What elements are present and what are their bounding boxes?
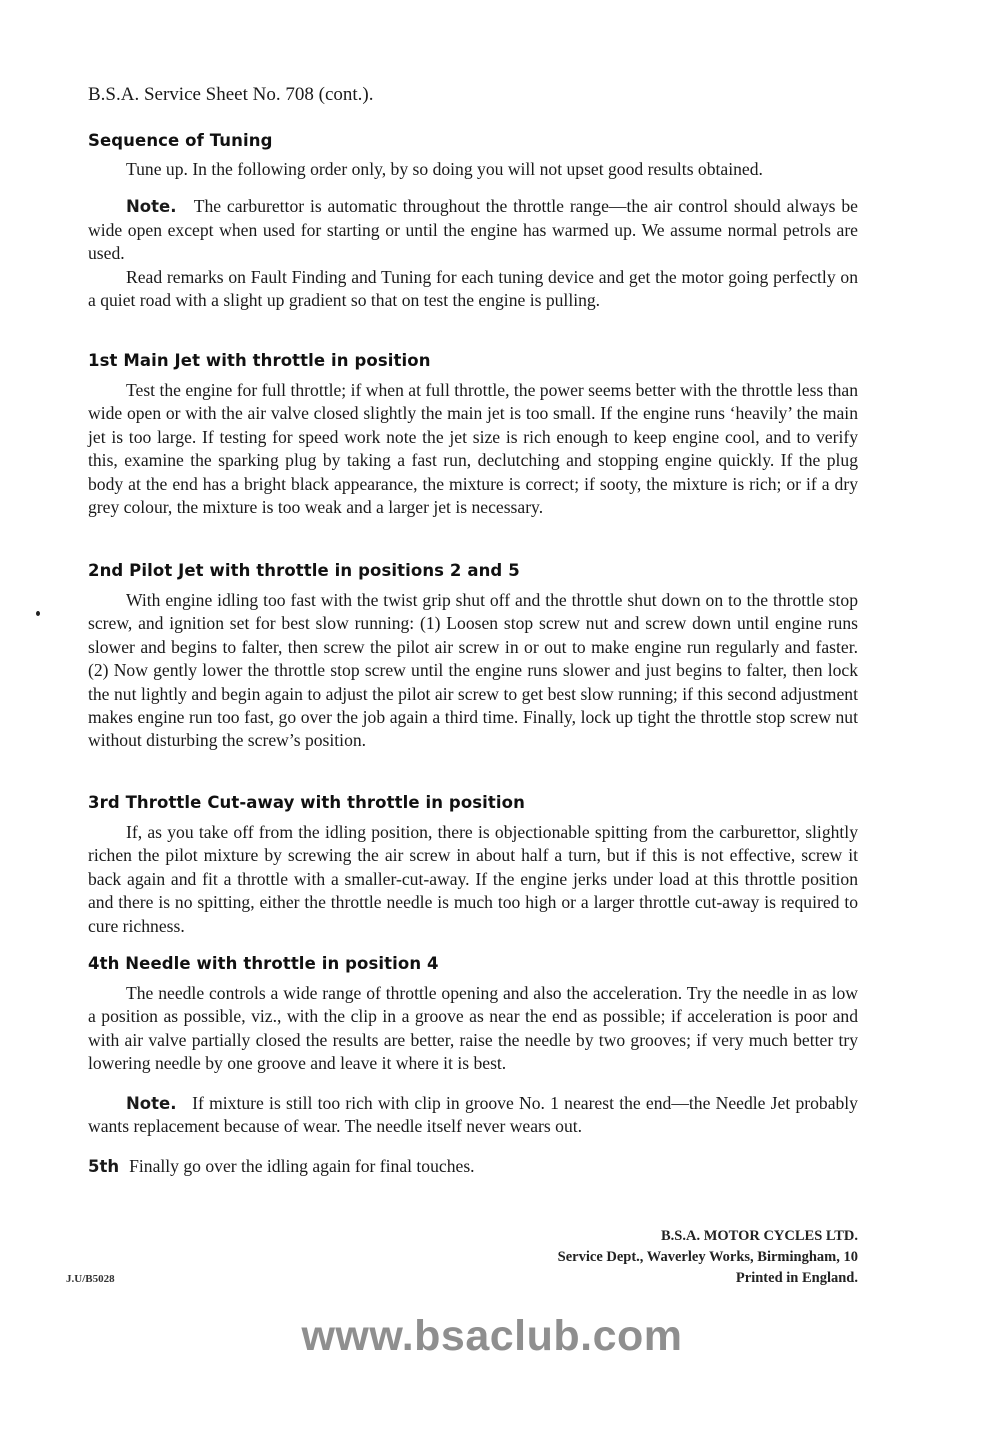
cutaway-text: If, as you take off from the idling position, there is objectionable spitting from the carburettor, slightly richen the pilot mixture by screwing the air screw in about half a turn, but if this is not effective, screw it back again and fit a throttle with a smaller-cut-away. If the engine jerks under load at this throttle position and there is no spitting, either the throttle needle is much too high or a larger throttle cut-away is required to cure richness. xyxy=(88,822,858,936)
note-text: The carburettor is automatic throughout the throttle range—the air control should always be wide open except when used for starting or until the engine has warmed up. We assume normal petrols are used. xyxy=(88,196,858,264)
company-name: B.S.A. MOTOR CYCLES LTD. xyxy=(660,1228,858,1244)
sheet-header: B.S.A. Service Sheet No. 708 (cont.). xyxy=(88,84,374,105)
document-code: J.U/B5028 xyxy=(66,1273,115,1285)
printed-note: Printed in England. xyxy=(735,1270,858,1286)
pilot-jet-heading: 2nd Pilot Jet with throttle in positions 2 and 5 xyxy=(88,561,520,580)
cutaway-heading: 3rd Throttle Cut-away with throttle in position xyxy=(88,793,525,812)
pilot-jet-text: With engine idling too fast with the twist grip shut off and the throttle shut down on to the throttle stop screw, and ignition set for best slow running: (1) Loosen stop screw nut and screw down until engine runs slower and begins to falter, then screw the pilot air screw in or out to make engine run regularly and faster. (2) Now gently lower the throttle stop screw until the engine runs slower and just begins to falter, then lock the nut lightly and begin again to adjust the pilot air screw to get best slow running; if this second adjustment makes engine run too fast, go over the job again a third time. Finally, lock up tight the throttle stop screw nut without disturbing the screw’s position. xyxy=(88,590,858,751)
sequence-section xyxy=(88,131,858,312)
main-jet-text: Test the engine for full throttle; if when at full throttle, the power seems better with the throttle less than wide open or with the air valve closed slightly the main jet is too small. If the engine runs ‘heavily’ the main jet is too large. If testing for speed work note the jet size is rich enough to keep engine cool, and to verify this, examine the sparking plug by taking a fast run, declutching and stopping engine quickly. If the plug body at the end has a bright black appearance, the mixture is correct; if sooty, the mixture is rich; or if a dry grey colour, the mixture is too weak and a larger jet is necessary. xyxy=(88,380,858,518)
sequence-note xyxy=(88,195,858,265)
sequence-heading: Sequence of Tuning xyxy=(88,131,273,150)
note-text: If mixture is still too rich with clip in groove No. 1 nearest the end—the Needle Jet probably wants replacement because of wear. The needle itself never wears out. xyxy=(88,1092,858,1137)
signature-block xyxy=(558,1226,858,1289)
watermark: www.bsaclub.com xyxy=(301,1312,683,1360)
sequence-remarks: Read remarks on Fault Finding and Tuning for each tuning device and get the motor going perfectly on a quiet road with a slight up gradient so that on test the engine is pulling. xyxy=(88,266,858,311)
cutaway-section xyxy=(88,793,858,938)
note-label: Note. xyxy=(126,1093,177,1113)
note-label: Note. xyxy=(126,197,177,217)
margin-dot xyxy=(36,611,40,616)
fifth-label: 5th xyxy=(88,1157,120,1177)
sequence-intro: Tune up. In the following order only, by so doing you will not upset good results obtained. xyxy=(126,159,763,179)
needle-section xyxy=(88,954,858,1179)
fifth-text: Finally go over the idling again for final touches. xyxy=(129,1156,475,1177)
main-jet-heading: 1st Main Jet with throttle in position xyxy=(88,351,431,370)
main-jet-section xyxy=(88,351,858,519)
needle-text: The needle controls a wide range of throttle opening and also the acceleration. Try the needle in as low a position as possible, viz., with the clip in a groove as near the end as possible; if acceleration is poor and with air valve partially closed the results are better, raise the needle by two grooves; if very much better try lowering needle by one groove and leave it where it is best. xyxy=(88,983,858,1074)
needle-heading: 4th Needle with throttle in position 4 xyxy=(88,954,439,973)
needle-note xyxy=(88,1092,858,1139)
company-address: Service Dept., Waverley Works, Birmingham, 10 xyxy=(557,1249,858,1265)
pilot-jet-section xyxy=(88,561,858,753)
fifth-step xyxy=(88,1155,858,1178)
